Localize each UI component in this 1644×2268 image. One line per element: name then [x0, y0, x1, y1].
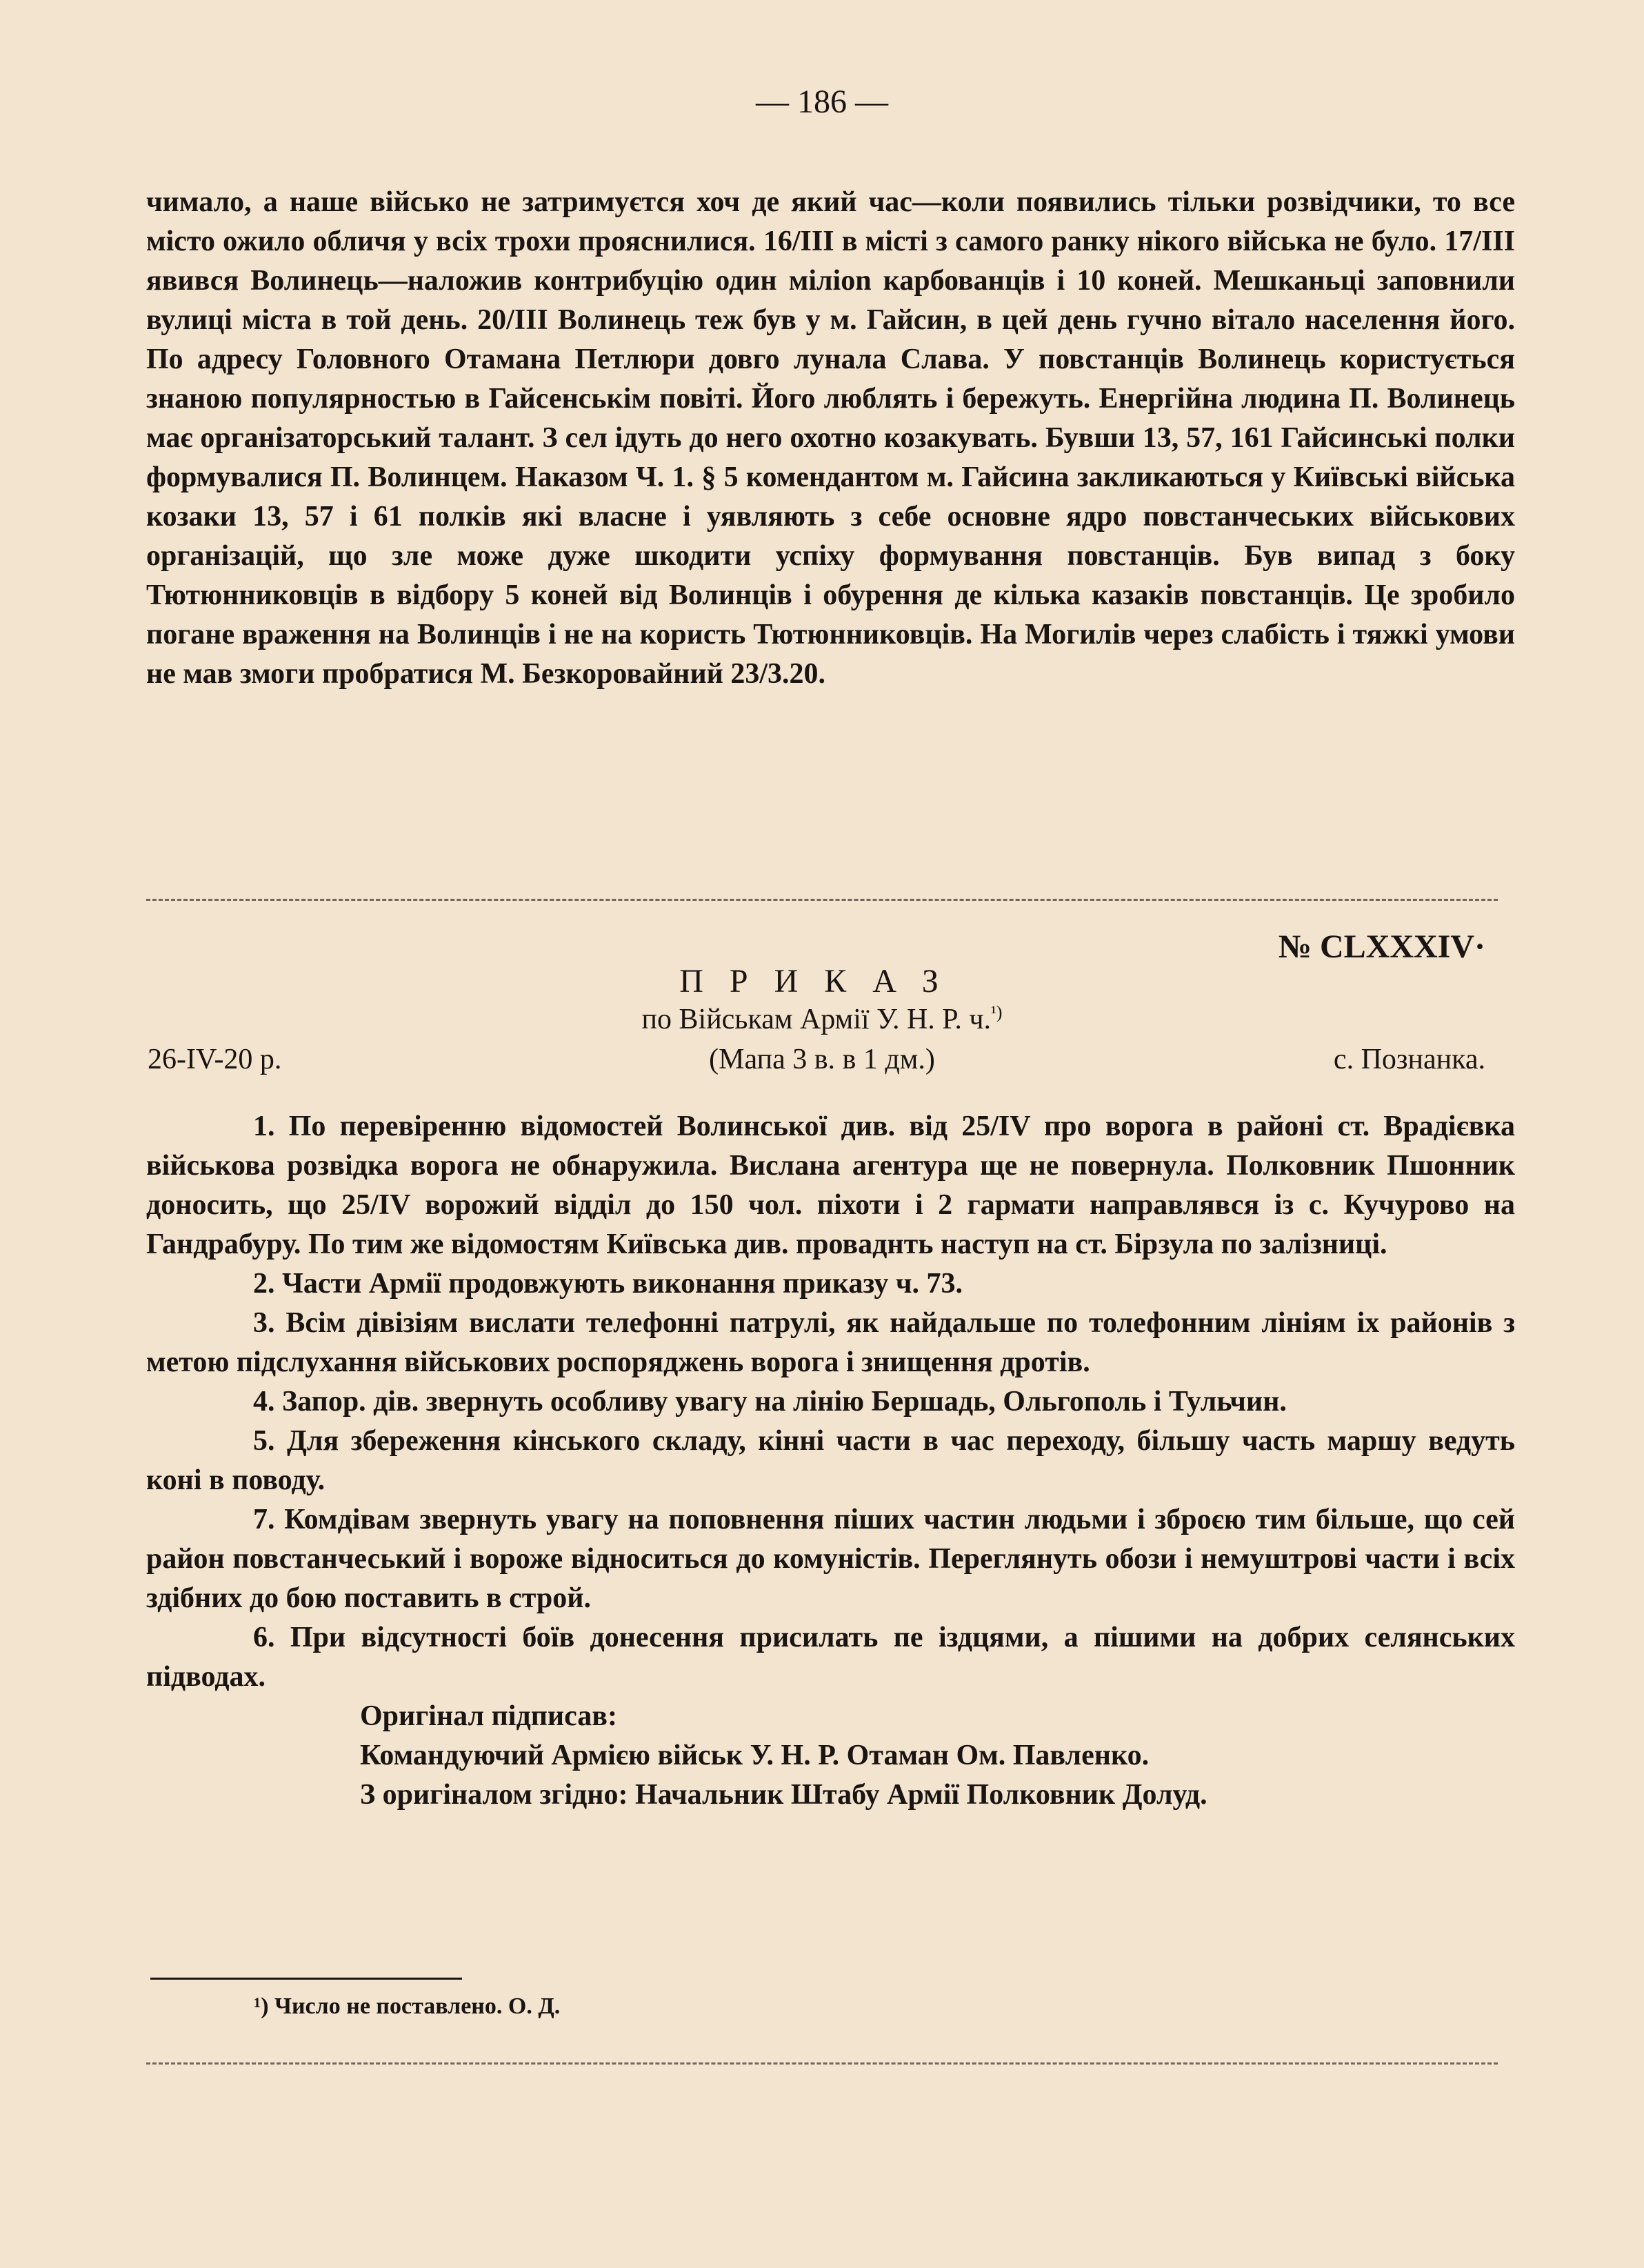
footnote-rule [150, 1978, 462, 1980]
signature-line: З оригіналом згідно: Начальник Штабу Армії Полковник Долуд. [360, 1779, 1207, 1811]
order-item: 2. Части Армії продовжують виконання приказу ч. 73. [253, 1268, 963, 1300]
document-place: с. Познанка. [1333, 1044, 1485, 1075]
order-item: 6. При відсутності боїв донесення присилать пе іздцями, а пішими на добрих селянських підводах. [146, 1622, 1515, 1693]
order-item: 1. По перевіренню відомостей Волинської див. від 25/IV про ворога в районі ст. Врадієвка військова розвідка ворога не обнаружила. Вислана агентура ще не повернула. Полковник Пшонник доносить, що 25/IV ворожий відділ до 150 чол. піхоти і 2 гармати направлявся із с. Кучурово на Гандрабуру. По тим же відомостям Київська див. проваднть наступ на ст. Бірзула по залізниці. [146, 1111, 1515, 1260]
footnote-marker: ¹) [991, 1002, 1003, 1022]
separator-line [146, 899, 1498, 901]
signature-line: Оригінал підписав: [360, 1700, 617, 1732]
signature-line: Командуючий Армією військ У. Н. Р. Отаман Ом. Павленко. [360, 1740, 1150, 1771]
order-item: 5. Для збереження кінського складу, кінні части в час переходу, більшу часть маршу ведуть коні в поводу. [146, 1425, 1515, 1496]
order-item: 4. Запор. дів. звернуть особливу увагу на лінію Бершадь, Ольгополь і Тульчин. [253, 1386, 1287, 1418]
document-number: № CLXXXIV· [1278, 928, 1485, 965]
document-subtitle [0, 1002, 1644, 1036]
order-item: 3. Всім дівізіям вислати телефонні патрулі, як найдальше по толефонним лініям іх районів з метою підслухання військових роспоряджень ворога і знищення дротів. [146, 1307, 1515, 1378]
order-items [146, 1107, 1515, 1815]
bottom-separator-line [146, 2062, 1498, 2065]
continued-paragraph: чимало, а наше військо не затримуєтся хоч де який час—коли появились тільки розвідчики, то все місто ожило обличя у всіх трохи прояснилися. 16/III в місті з самого ранку нікого війська не було. 17/III явився Волинець—наложив контрибуцію один мілion карбованців і 10 коней. Мешканьці заповнили вулиці міста в той день. 20/III Волинець теж був у м. Гайсин, в цей день гучно вітало населення його. По адресу Головного Отамана Петлюри довго лунала Слава. У повстанців Волинець користується знаною популярностью в Гайсенськім повіті. Його люблять і бережуть. Енергійна людина П. Волинець має організаторський талант. З сел ідуть до него охотно козакувать. Бувши 13, 57, 161 Гайсинські полки формувалися П. Волинцем. Наказом Ч. 1. § 5 комендантом м. Гайсина закликаються у Київські війська козаки 13, 57 і 61 полків які власне і уявляють з себе основне ядро повстанчеських військових організацій, що зле може дуже шкодити успіху формування повстанців. Був випад з боку Тютюнниковців в відбору 5 коней від Волинців і обурення де кілька казаків повстанців. Це зробило погане враження на Волинців і не на користь Тютюнниковців. На Могилів через слабість і тяжкі умови не мав змоги пробратися М. Безкоровайний 23/3.20. [146, 186, 1515, 690]
document-title: ПРИКАЗ [679, 963, 965, 999]
document-date: 26-IV-20 р. [148, 1044, 282, 1075]
map-reference: (Мапа 3 в. в 1 дм.) [709, 1044, 935, 1075]
subtitle-text: по Військам Армії У. Н. Р. ч. [641, 1004, 992, 1035]
order-item: 7. Комдівам звернуть увагу на поповнення піших частин людьми і зброєю тим більше, що сей район повстанчеський і вороже відноситься до комуністів. Переглянуть обози і немуштрові части і всіх здібних до бою поставить в строй. [146, 1504, 1515, 1614]
footnote: ¹) Число не поставлено. О. Д. [254, 1993, 561, 2019]
page-number: — 186 — [756, 83, 888, 120]
